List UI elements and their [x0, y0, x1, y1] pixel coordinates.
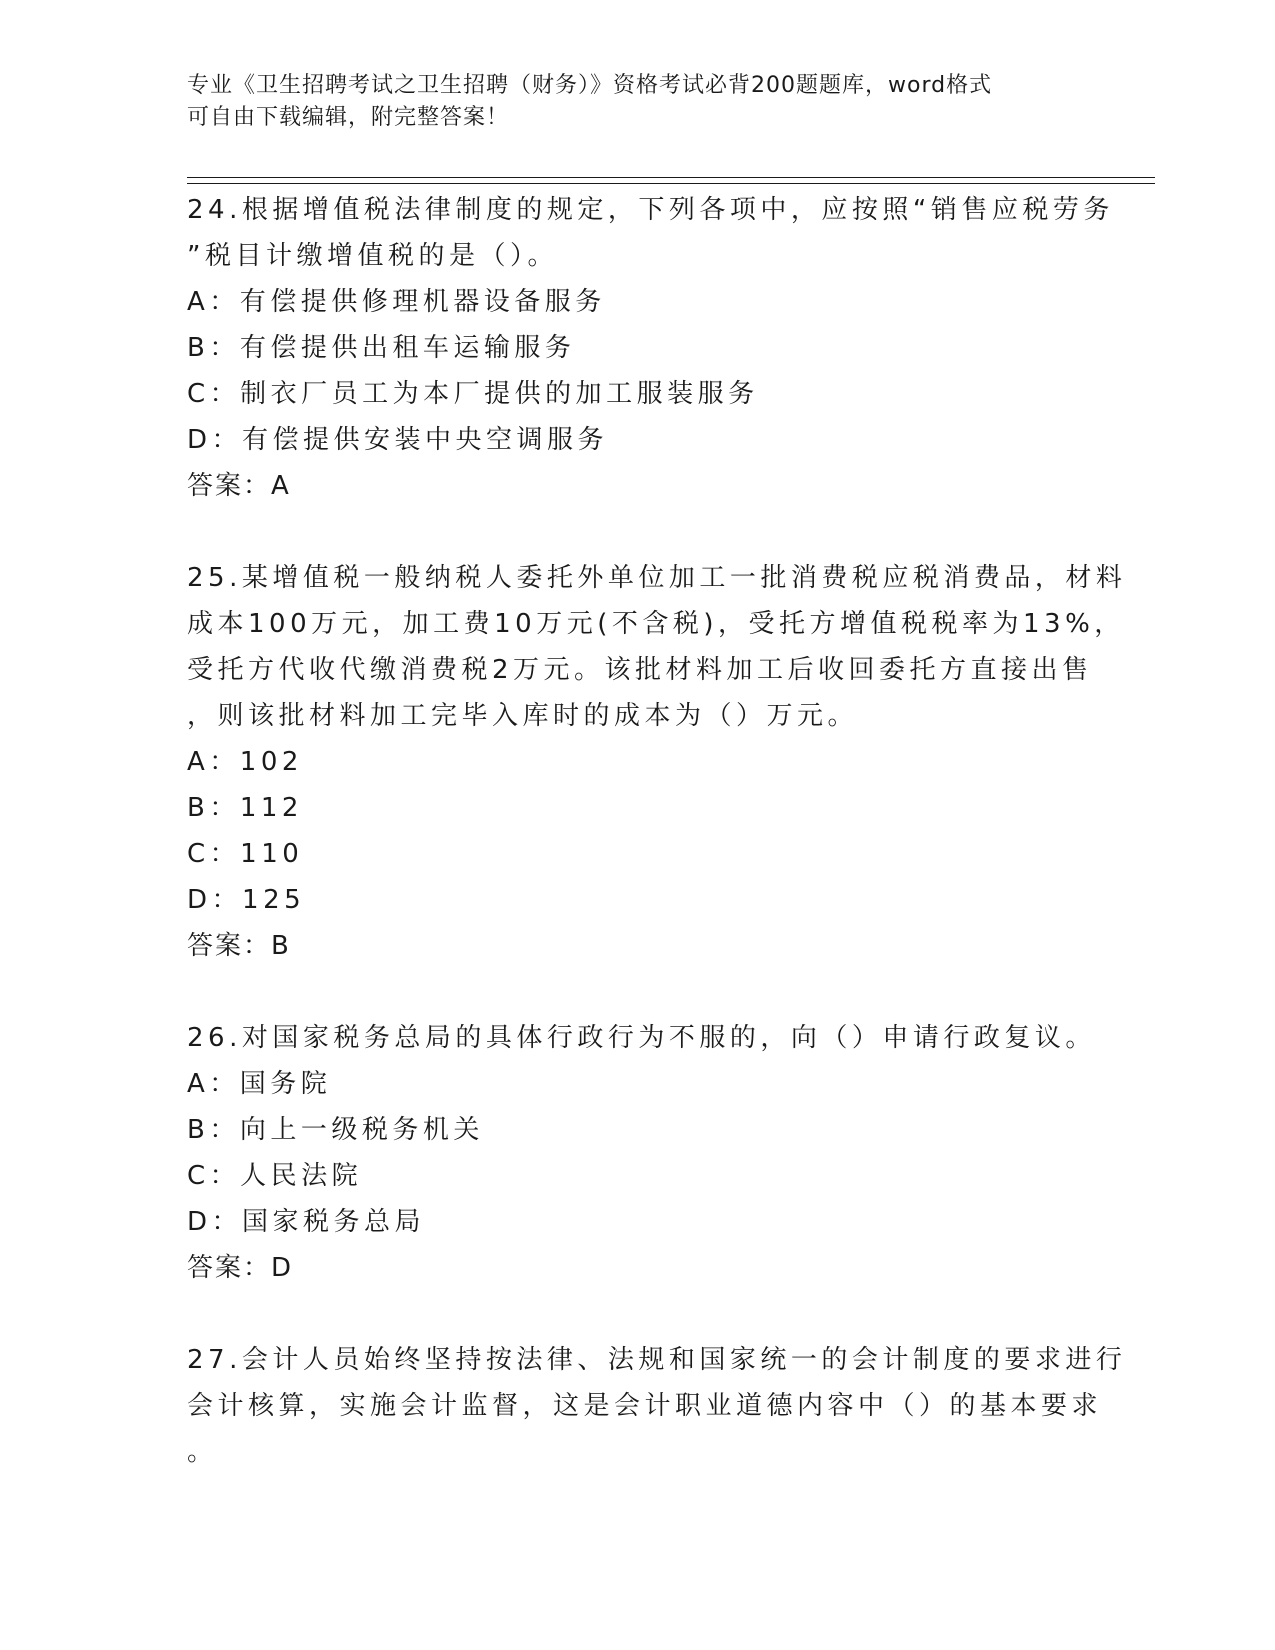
- header-line-2: 可自由下载编辑，附完整答案！: [187, 105, 510, 130]
- option-d: D：125: [187, 885, 306, 915]
- question-26: [187, 1015, 1096, 1291]
- option-d: D：有偿提供安装中央空调服务: [187, 425, 609, 455]
- question-stem-line: 25.某增值税一般纳税人委托外单位加工一批消费税应税消费品，材料: [187, 563, 1127, 593]
- question-stem-line: ，则该批材料加工完毕入库时的成本为（）万元。: [187, 701, 859, 731]
- answer: 答案：D: [187, 1253, 294, 1283]
- question-stem-line: 。: [187, 1437, 218, 1467]
- question-stem-line: 24.根据增值税法律制度的规定，下列各项中，应按照“销售应税劳务: [187, 195, 1114, 225]
- question-stem-line: 27.会计人员始终坚持按法律、法规和国家统一的会计制度的要求进行: [187, 1345, 1127, 1375]
- option-c: C：制衣厂员工为本厂提供的加工服装服务: [187, 379, 759, 409]
- question-spacer: [187, 509, 1087, 555]
- document-header: [187, 70, 1087, 134]
- option-d: D：国家税务总局: [187, 1207, 426, 1237]
- question-stem-line: ”税目计缴增值税的是（）。: [187, 241, 558, 271]
- option-a: A：有偿提供修理机器设备服务: [187, 287, 606, 317]
- question-spacer: [187, 969, 1087, 1015]
- question-list: [187, 187, 1127, 1475]
- option-a: A：国务院: [187, 1069, 332, 1099]
- option-b: B：有偿提供出租车运输服务: [187, 333, 576, 363]
- option-b: B：112: [187, 793, 303, 823]
- option-c: C：110: [187, 839, 304, 869]
- answer: 答案：A: [187, 471, 291, 501]
- header-rule-top: [187, 177, 1155, 178]
- question-27: [187, 1337, 1127, 1475]
- header-line-1: 专业《卫生招聘考试之卫生招聘（财务）》资格考试必背200题题库，word格式: [187, 73, 993, 98]
- option-a: A：102: [187, 747, 303, 777]
- question-24: [187, 187, 1114, 509]
- question-spacer: [187, 1291, 1087, 1337]
- header-rule-bottom: [187, 183, 1155, 184]
- option-b: B：向上一级税务机关: [187, 1115, 484, 1145]
- question-stem-line: 26.对国家税务总局的具体行政行为不服的，向（）申请行政复议。: [187, 1023, 1096, 1053]
- option-c: C：人民法院: [187, 1161, 363, 1191]
- question-stem-line: 会计核算，实施会计监督，这是会计职业道德内容中（）的基本要求: [187, 1391, 1103, 1421]
- question-stem-line: 受托方代收代缴消费税2万元。该批材料加工后收回委托方直接出售: [187, 655, 1093, 685]
- answer: 答案：B: [187, 931, 291, 961]
- question-25: [187, 555, 1127, 969]
- question-stem-line: 成本100万元，加工费10万元(不含税)，受托方增值税税率为13%，: [187, 609, 1125, 639]
